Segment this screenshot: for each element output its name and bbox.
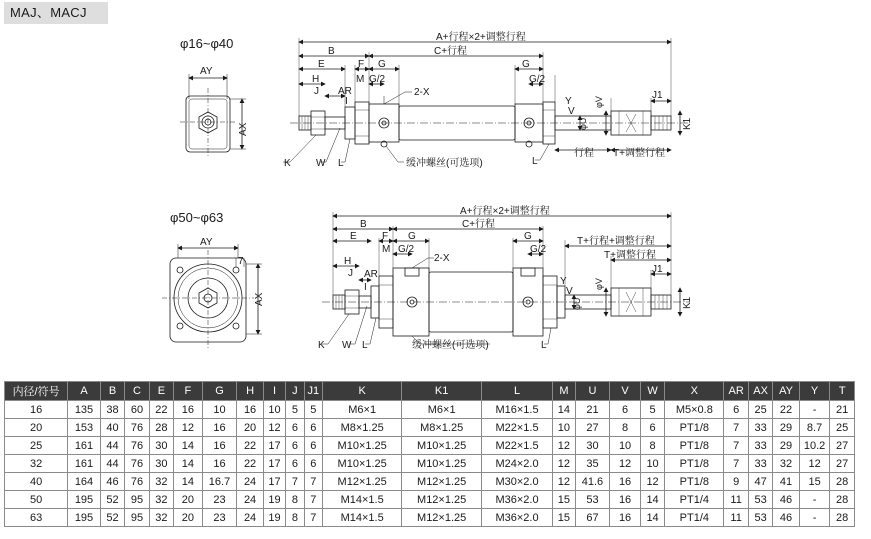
table-cell: 28 — [149, 419, 173, 437]
table-cell: 8.7 — [799, 419, 830, 437]
table-cell: 25 — [5, 437, 68, 455]
top-overall-label: A+行程×2+调整行程 — [436, 32, 526, 43]
bottom-seven-label: 7 — [238, 256, 244, 267]
table-cell: 12 — [174, 419, 203, 437]
table-cell: 20 — [174, 509, 203, 527]
table-cell: 7 — [724, 419, 748, 437]
top-y-label: Y — [565, 96, 572, 107]
table-cell: 40 — [100, 419, 124, 437]
table-cell: M5×0.8 — [665, 401, 724, 419]
table-cell: 6 — [304, 419, 322, 437]
bottom-g-label: G — [408, 231, 416, 242]
table-cell: 12 — [640, 473, 664, 491]
table-cell: M14×1.5 — [322, 509, 401, 527]
table-cell: 6 — [304, 437, 322, 455]
table-cell: 7 — [286, 473, 304, 491]
table-cell: 5 — [640, 401, 664, 419]
table-cell: 44 — [100, 437, 124, 455]
table-cell: PT1/8 — [665, 473, 724, 491]
table-cell: 17 — [263, 437, 285, 455]
table-cell: 19 — [263, 491, 285, 509]
table-cell: 22 — [237, 455, 263, 473]
col-header: M — [553, 382, 575, 401]
top-ports-label: 2-X — [414, 87, 430, 98]
table-cell: 76 — [125, 473, 149, 491]
table-cell: 135 — [68, 401, 101, 419]
top-k-label: K — [284, 158, 291, 169]
table-cell: 22 — [773, 401, 799, 419]
table-cell: 5 — [286, 401, 304, 419]
bottom-j1-label: J1 — [652, 264, 663, 275]
top-h-label: H — [312, 74, 320, 85]
table-cell: 15 — [553, 509, 575, 527]
top-cushion-label: 缓冲螺丝(可选项) — [406, 158, 483, 169]
table-cell: M22×1.5 — [481, 419, 552, 437]
table-cell: 195 — [68, 509, 101, 527]
col-header: A — [68, 382, 101, 401]
table-cell: 52 — [100, 491, 124, 509]
table-cell: M10×1.25 — [402, 437, 481, 455]
table-cell: 15 — [799, 473, 830, 491]
col-header: J — [286, 382, 304, 401]
table-cell: - — [799, 401, 830, 419]
table-cell: 14 — [640, 509, 664, 527]
table-cell: 7 — [304, 491, 322, 509]
top-k1-label: K1 — [682, 117, 693, 130]
table-cell: 8 — [610, 419, 641, 437]
table-cell: 10 — [610, 437, 641, 455]
col-header: AY — [773, 382, 799, 401]
bottom-g2-right-label: G/2 — [530, 244, 547, 255]
table-cell: 11 — [724, 491, 748, 509]
table-cell: 25 — [830, 419, 855, 437]
table-cell: PT1/4 — [665, 509, 724, 527]
spec-table — [4, 381, 855, 527]
table-cell: M8×1.25 — [402, 419, 481, 437]
table-cell: 8 — [640, 437, 664, 455]
top-end-view — [180, 74, 246, 158]
table-cell: PT1/8 — [665, 437, 724, 455]
top-g2-right-label: G/2 — [529, 74, 546, 85]
bottom-cushion-label: 缓冲螺丝(可选项) — [412, 340, 489, 351]
table-cell: M36×2.0 — [481, 491, 552, 509]
table-cell: M12×1.25 — [322, 473, 401, 491]
table-cell: PT1/4 — [665, 491, 724, 509]
bottom-y-label: Y — [560, 276, 567, 287]
col-header: K1 — [402, 382, 481, 401]
table-cell: 10 — [263, 401, 285, 419]
table-cell: 30 — [575, 437, 610, 455]
bottom-t-adj-label: T+调整行程 — [604, 250, 656, 261]
table-cell: 16 — [5, 401, 68, 419]
table-row — [5, 491, 855, 509]
table-cell: 41.6 — [575, 473, 610, 491]
top-g-right-label: G — [522, 59, 530, 70]
table-cell: 22 — [237, 437, 263, 455]
bottom-overall-label: A+行程×2+调整行程 — [460, 206, 550, 217]
table-cell: 52 — [100, 509, 124, 527]
table-cell: 27 — [575, 419, 610, 437]
table-cell: 6 — [724, 401, 748, 419]
bottom-end-view — [162, 244, 262, 350]
table-cell: 32 — [149, 509, 173, 527]
top-e-label: E — [318, 59, 325, 70]
table-cell: 12 — [553, 437, 575, 455]
table-cell: 53 — [575, 491, 610, 509]
table-cell: 16.7 — [202, 473, 237, 491]
col-header: U — [575, 382, 610, 401]
table-header-row — [5, 382, 855, 401]
top-v-label: V — [568, 106, 575, 117]
table-cell: 40 — [5, 473, 68, 491]
col-header: J1 — [304, 382, 322, 401]
table-cell: 60 — [125, 401, 149, 419]
table-cell: 27 — [830, 437, 855, 455]
table-cell: 30 — [149, 455, 173, 473]
top-i-label: I — [345, 96, 348, 107]
col-header: Y — [799, 382, 830, 401]
table-cell: 28 — [830, 509, 855, 527]
table-cell: M16×1.5 — [481, 401, 552, 419]
bottom-c-label: C+行程 — [462, 219, 496, 230]
table-cell: 16 — [237, 401, 263, 419]
table-cell: 7 — [724, 437, 748, 455]
table-cell: 6 — [286, 437, 304, 455]
table-cell: 38 — [100, 401, 124, 419]
col-header: I — [263, 382, 285, 401]
table-cell: 20 — [174, 491, 203, 509]
table-cell: M10×1.25 — [322, 437, 401, 455]
bottom-phiu-label: φU — [572, 297, 582, 310]
table-cell: 10.2 — [799, 437, 830, 455]
table-cell: 7 — [724, 455, 748, 473]
table-cell: 6 — [304, 455, 322, 473]
table-cell: M14×1.5 — [322, 491, 401, 509]
table-cell: 28 — [830, 491, 855, 509]
table-cell: 46 — [100, 473, 124, 491]
top-w-label: W — [316, 158, 326, 169]
table-cell: 95 — [125, 509, 149, 527]
top-ay-label: AY — [200, 66, 213, 77]
top-phiv-label: φV — [594, 96, 604, 108]
table-cell: 21 — [830, 401, 855, 419]
bottom-g-right-label: G — [524, 231, 532, 242]
table-cell: 22 — [149, 401, 173, 419]
table-cell: 24 — [237, 491, 263, 509]
bottom-k1-label: K1 — [682, 296, 693, 309]
col-header: C — [125, 382, 149, 401]
bottom-k-label: K — [318, 340, 325, 351]
table-cell: 30 — [149, 437, 173, 455]
table-cell: M10×1.25 — [402, 455, 481, 473]
table-cell: 24 — [237, 509, 263, 527]
table-row — [5, 455, 855, 473]
top-c-label: C+行程 — [434, 46, 468, 57]
top-ax-label: AX — [238, 122, 249, 136]
col-header: E — [149, 382, 173, 401]
table-cell: M24×2.0 — [481, 455, 552, 473]
table-cell: 16 — [202, 419, 237, 437]
table-cell: 17 — [263, 455, 285, 473]
table-body — [5, 401, 855, 527]
table-cell: - — [799, 491, 830, 509]
table-cell: 29 — [773, 437, 799, 455]
table-cell: 14 — [174, 437, 203, 455]
table-cell: 53 — [748, 491, 772, 509]
bottom-j-label: J — [348, 268, 353, 279]
table-cell: 53 — [748, 509, 772, 527]
top-bore-range: φ16~φ40 — [180, 36, 234, 51]
table-cell: 164 — [68, 473, 101, 491]
top-phiu-label: φU — [578, 117, 588, 130]
table-cell: M8×1.25 — [322, 419, 401, 437]
table-cell: 27 — [830, 455, 855, 473]
table-cell: 33 — [748, 419, 772, 437]
table-cell: 28 — [830, 473, 855, 491]
table-cell: 15 — [553, 491, 575, 509]
table-cell: 33 — [748, 455, 772, 473]
table-cell: 5 — [304, 401, 322, 419]
table-cell: 14 — [553, 401, 575, 419]
table-cell: 95 — [125, 491, 149, 509]
table-cell: 6 — [286, 419, 304, 437]
table-cell: M12×1.25 — [402, 473, 481, 491]
table-cell: M30×2.0 — [481, 473, 552, 491]
top-j-label: J — [314, 86, 319, 97]
table-cell: 195 — [68, 491, 101, 509]
table-cell: 12 — [553, 473, 575, 491]
bottom-g2-label: G/2 — [398, 244, 415, 255]
table-cell: 25 — [748, 401, 772, 419]
table-cell: 16 — [202, 437, 237, 455]
top-m-label: M — [356, 74, 365, 85]
table-cell: 16 — [610, 491, 641, 509]
table-cell: M36×2.0 — [481, 509, 552, 527]
table-cell: 47 — [748, 473, 772, 491]
bottom-l-label: L — [362, 340, 368, 351]
table-cell: 19 — [263, 509, 285, 527]
top-l-label: L — [338, 158, 344, 169]
table-cell: 14 — [174, 473, 203, 491]
col-header: X — [665, 382, 724, 401]
table-cell: 23 — [202, 509, 237, 527]
table-cell: 161 — [68, 437, 101, 455]
table-cell: 46 — [773, 491, 799, 509]
top-j1-label: J1 — [652, 90, 663, 101]
table-cell: M10×1.25 — [322, 455, 401, 473]
table-cell: 32 — [149, 491, 173, 509]
col-header: AR — [724, 382, 748, 401]
bottom-ar-label: AR — [364, 269, 378, 280]
col-header: H — [237, 382, 263, 401]
table-cell: 12 — [553, 455, 575, 473]
table-row — [5, 437, 855, 455]
bottom-phiv-label: φV — [594, 278, 604, 290]
table-row — [5, 419, 855, 437]
table-cell: 153 — [68, 419, 101, 437]
table-cell: PT1/8 — [665, 455, 724, 473]
table-cell: 16 — [202, 455, 237, 473]
col-header: 内径/符号 — [5, 382, 68, 401]
bottom-ax-label: AX — [254, 292, 265, 306]
table-cell: 9 — [724, 473, 748, 491]
bottom-bore-range: φ50~φ63 — [170, 210, 224, 225]
table-row — [5, 401, 855, 419]
table-cell: 10 — [202, 401, 237, 419]
bottom-h-label: H — [344, 256, 352, 267]
col-header: V — [610, 382, 641, 401]
table-cell: 32 — [5, 455, 68, 473]
table-cell: 44 — [100, 455, 124, 473]
table-cell: M22×1.5 — [481, 437, 552, 455]
col-header: T — [830, 382, 855, 401]
table-cell: 20 — [5, 419, 68, 437]
col-header: F — [174, 382, 203, 401]
table-cell: 29 — [773, 419, 799, 437]
table-cell: 67 — [575, 509, 610, 527]
table-cell: 20 — [237, 419, 263, 437]
bottom-m-label: M — [382, 244, 391, 255]
bottom-w-label: W — [342, 340, 352, 351]
bottom-ay-label: AY — [200, 237, 213, 248]
table-cell: 12 — [799, 455, 830, 473]
table-row — [5, 509, 855, 527]
top-g-label: G — [378, 59, 386, 70]
top-f-label: F — [358, 59, 365, 70]
table-cell: 23 — [202, 491, 237, 509]
table-cell: 8 — [286, 491, 304, 509]
table-cell: 16 — [610, 473, 641, 491]
table-cell: 14 — [640, 491, 664, 509]
table-cell: 33 — [748, 437, 772, 455]
series-title: MAJ、MACJ — [4, 2, 108, 24]
bottom-i-label: I — [364, 282, 367, 293]
table-cell: 12 — [610, 455, 641, 473]
top-stroke-label: 行程 — [574, 148, 594, 159]
top-g2-label: G/2 — [369, 74, 386, 85]
table-cell: 76 — [125, 419, 149, 437]
bottom-b-label: B — [360, 219, 367, 230]
col-header: G — [202, 382, 237, 401]
table-cell: 10 — [553, 419, 575, 437]
table-cell: 6 — [640, 419, 664, 437]
table-cell: 76 — [125, 455, 149, 473]
table-cell: 6 — [610, 401, 641, 419]
table-cell: M6×1 — [322, 401, 401, 419]
table-cell: 63 — [5, 509, 68, 527]
table-cell: 161 — [68, 455, 101, 473]
top-l-right-label: L — [532, 156, 538, 167]
bottom-e-label: E — [350, 231, 357, 242]
table-cell: 14 — [174, 455, 203, 473]
table-cell: M12×1.25 — [402, 491, 481, 509]
table-cell: M6×1 — [402, 401, 481, 419]
table-cell: 12 — [263, 419, 285, 437]
table-cell: 50 — [5, 491, 68, 509]
col-header: K — [322, 382, 401, 401]
table-cell: 11 — [724, 509, 748, 527]
top-t-adj-label: T+调整行程 — [613, 148, 665, 159]
top-side-view — [283, 38, 688, 162]
top-ar-label: AR — [338, 86, 352, 97]
table-cell: 16 — [174, 401, 203, 419]
table-cell: 21 — [575, 401, 610, 419]
table-cell: 32 — [149, 473, 173, 491]
table-cell: 8 — [286, 509, 304, 527]
table-cell: 7 — [304, 509, 322, 527]
table-cell: 76 — [125, 437, 149, 455]
table-cell: 17 — [263, 473, 285, 491]
table-cell: 16 — [610, 509, 641, 527]
table-cell: 46 — [773, 509, 799, 527]
table-cell: - — [799, 509, 830, 527]
table-cell: 32 — [773, 455, 799, 473]
table-cell: 7 — [304, 473, 322, 491]
col-header: AX — [748, 382, 772, 401]
bottom-l-right-label: L — [541, 340, 547, 351]
table-cell: 41 — [773, 473, 799, 491]
table-cell: PT1/8 — [665, 419, 724, 437]
top-b-label: B — [328, 46, 335, 57]
col-header: B — [100, 382, 124, 401]
table-cell: M12×1.25 — [402, 509, 481, 527]
bottom-t-stroke-adj-label: T+行程+调整行程 — [577, 236, 655, 247]
table-cell: 6 — [286, 455, 304, 473]
table-cell: 24 — [237, 473, 263, 491]
col-header: W — [640, 382, 664, 401]
col-header: L — [481, 382, 552, 401]
table-cell: 35 — [575, 455, 610, 473]
table-cell: 10 — [640, 455, 664, 473]
bottom-ports-label: 2-X — [434, 253, 450, 264]
bottom-v-label: V — [566, 286, 573, 297]
bottom-f-label: F — [382, 231, 389, 242]
table-row — [5, 473, 855, 491]
